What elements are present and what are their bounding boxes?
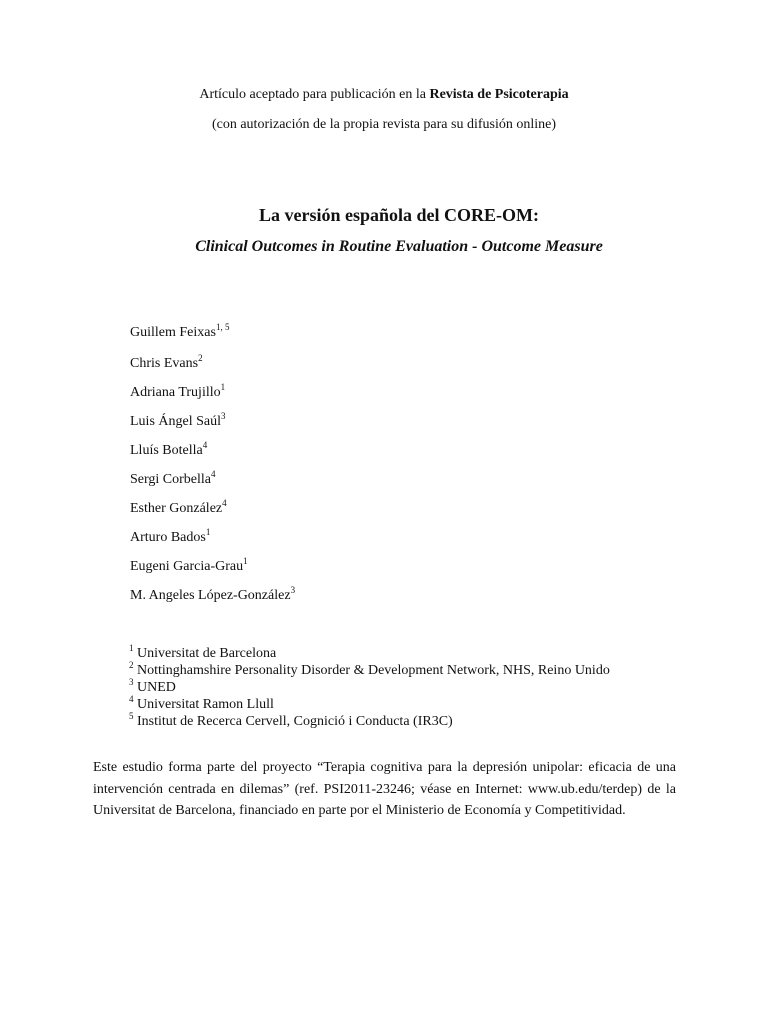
author-name: Eugeni Garcia-Grau$^1$ [130,556,248,574]
affiliation-number: 5 [129,711,134,721]
author-affiliation-mark: 1 [205,527,211,537]
affiliation-number: 1 [129,643,134,653]
author-affiliation-mark: 4 [202,440,208,450]
paper-subtitle: Clinical Outcomes in Routine Evaluation - Outcome Measure [195,238,603,255]
affiliation: $^1$ Universitat de Barcelona [129,643,277,661]
notice-text: Artículo aceptado para publicación en la [199,87,430,102]
author-affiliation-mark: 3 [290,585,296,595]
author-name: Luis Ángel Saúl$^3$ [130,411,226,429]
author-affiliation-mark: 3 [221,411,226,421]
author-affiliation-mark: 4 [222,498,227,508]
author-affiliation-mark: 1 [220,382,226,392]
funding-paragraph: Este estudio forma parte del proyecto “Terapia cognitiva para la depresión unipolar: eficacia de una intervención centrada en dilemas” (ref. PSI2011-23246; véase en Internet: www.ub.edu/terdep) de la Universitat de Barcelona, financiado en parte por el Ministerio de Economía y Competitividad. [93,760,676,818]
author-name: Lluís Botella$^4$ [130,440,208,458]
affiliation: $^4$ Universitat Ramon Llull [129,694,274,712]
author-name: Sergi Corbella$^4$ [130,469,216,487]
author-name: Esther González$^4$ [130,498,227,516]
author-name: Adriana Trujillo$^1$ [130,382,226,400]
authorization-notice: (con autorización de la propia revista para su difusión online) [211,117,557,132]
affiliation: $^3$ UNED [129,677,176,695]
author-affiliation-mark: 1, 5 [215,322,230,332]
affiliation-number: 3 [129,677,134,687]
affiliation-number: 4 [129,694,134,704]
author-affiliation-mark: 1 [243,556,248,566]
affiliation: $^2$ Nottinghamshire Personality Disorder & Development Network, NHS, Reino Unido [129,660,610,678]
author-name: Arturo Bados$^1$ [130,527,211,545]
author-name: Guillem Feixas$^{1, 5}$ [130,322,230,340]
paper-title: La versión española del CORE-OM: [258,205,539,225]
affiliation-number: 2 [129,660,134,670]
publication-notice [0,86,768,104]
author-affiliation-mark: 4 [211,469,216,479]
journal-name: Revista de Psicoterapia [429,87,569,102]
author-name: Chris Evans$^2$ [130,353,203,371]
affiliation: $^5$ Institut de Recerca Cervell, Cognició i Conducta (IR3C) [129,711,453,729]
author-name: M. Angeles López-González$^3$ [130,585,296,603]
author-affiliation-mark: 2 [198,353,203,363]
